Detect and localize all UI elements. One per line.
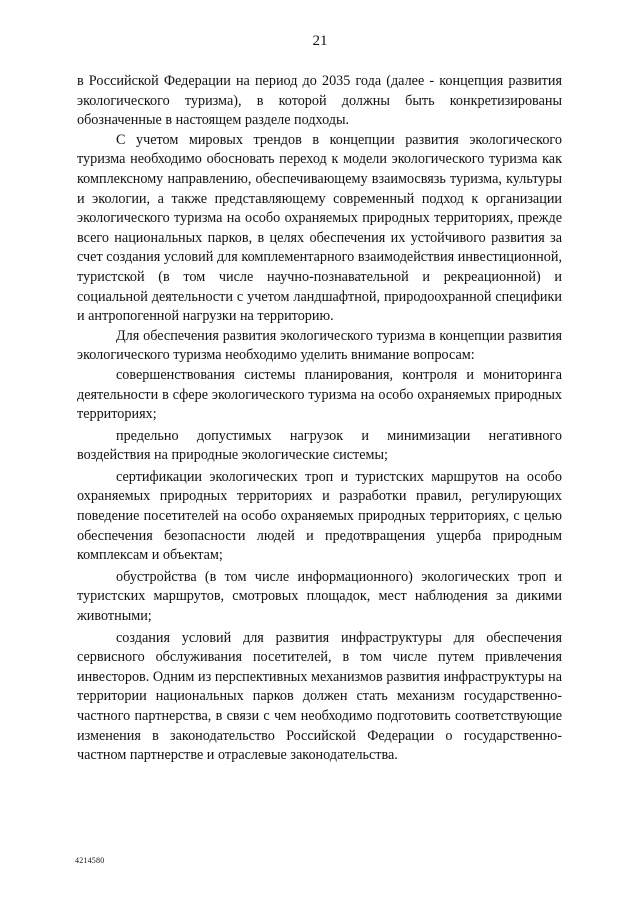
- page-number: 21: [312, 33, 328, 49]
- document-code: 4214580: [75, 856, 105, 865]
- list-item-certification: сертификации экологических троп и туристских маршрутов на особо охраняемых природных территориях и разработки правил, регулирующих поведение посетителей на особо охраняемых природных территориях, с целью обеспечения безопасности людей и предотвращения ущерба природным комплексам и объектам;: [77, 468, 562, 564]
- list-item-arrangement: обустройства (в том числе информационного) экологических троп и туристских маршрутов, смотровых площадок, мест наблюдения за дикими животными;: [77, 568, 562, 625]
- paragraph-continuation: в Российской Федерации на период до 2035 года (далее - концепция развития экологического туризма), в которой должны быть конкретизированы обозначенные в настоящем разделе подходы.: [77, 73, 562, 129]
- paragraph-world-trends: С учетом мировых трендов в концепции развития экологического туризма необходимо обосновать переход к модели экологического туризма как комплексному направлению, обеспечивающему взаимосвязь туризма, культуры и экологии, а также представляющему современный подход к организации экологического туризма на особо охраняемых природных территориях, прежде всего национальных парков, в целях обеспечения их устойчивого развития за счет создания условий для комплементарного взаимодействия инвестиционной, туристской (в том числе научно-познавательной и рекреационной) и социальной деятельности с учетом ландшафтной, природоохранной специфики и антропогенной нагрузки на территорию.: [77, 131, 562, 325]
- list-item-permissible-loads: предельно допустимых нагрузок и минимизации негативного воздействия на природные экологические системы;: [77, 427, 562, 464]
- body-text: [77, 72, 562, 766]
- list-item-infrastructure: создания условий для развития инфраструктуры для обеспечения сервисного обслуживания посетителей, в том числе путем привлечения инвесторов. Одним из перспективных механизмов развития инфраструктуры на территории национальных парков должен стать механизм государственно-частного партнерства, в связи с чем необходимо подготовить соответствующие изменения в законодательство Российской Федерации о государственно-частном партнерстве и отраслевые законодательства.: [77, 629, 562, 764]
- list-item-planning-control: совершенствования системы планирования, контроля и мониторинга деятельности в сфере экологического туризма на особо охраняемых природных территориях;: [77, 366, 562, 423]
- paragraph-concept-issues-intro: Для обеспечения развития экологического туризма в концепции развития экологического туризма необходимо уделить внимание вопросам:: [77, 327, 562, 364]
